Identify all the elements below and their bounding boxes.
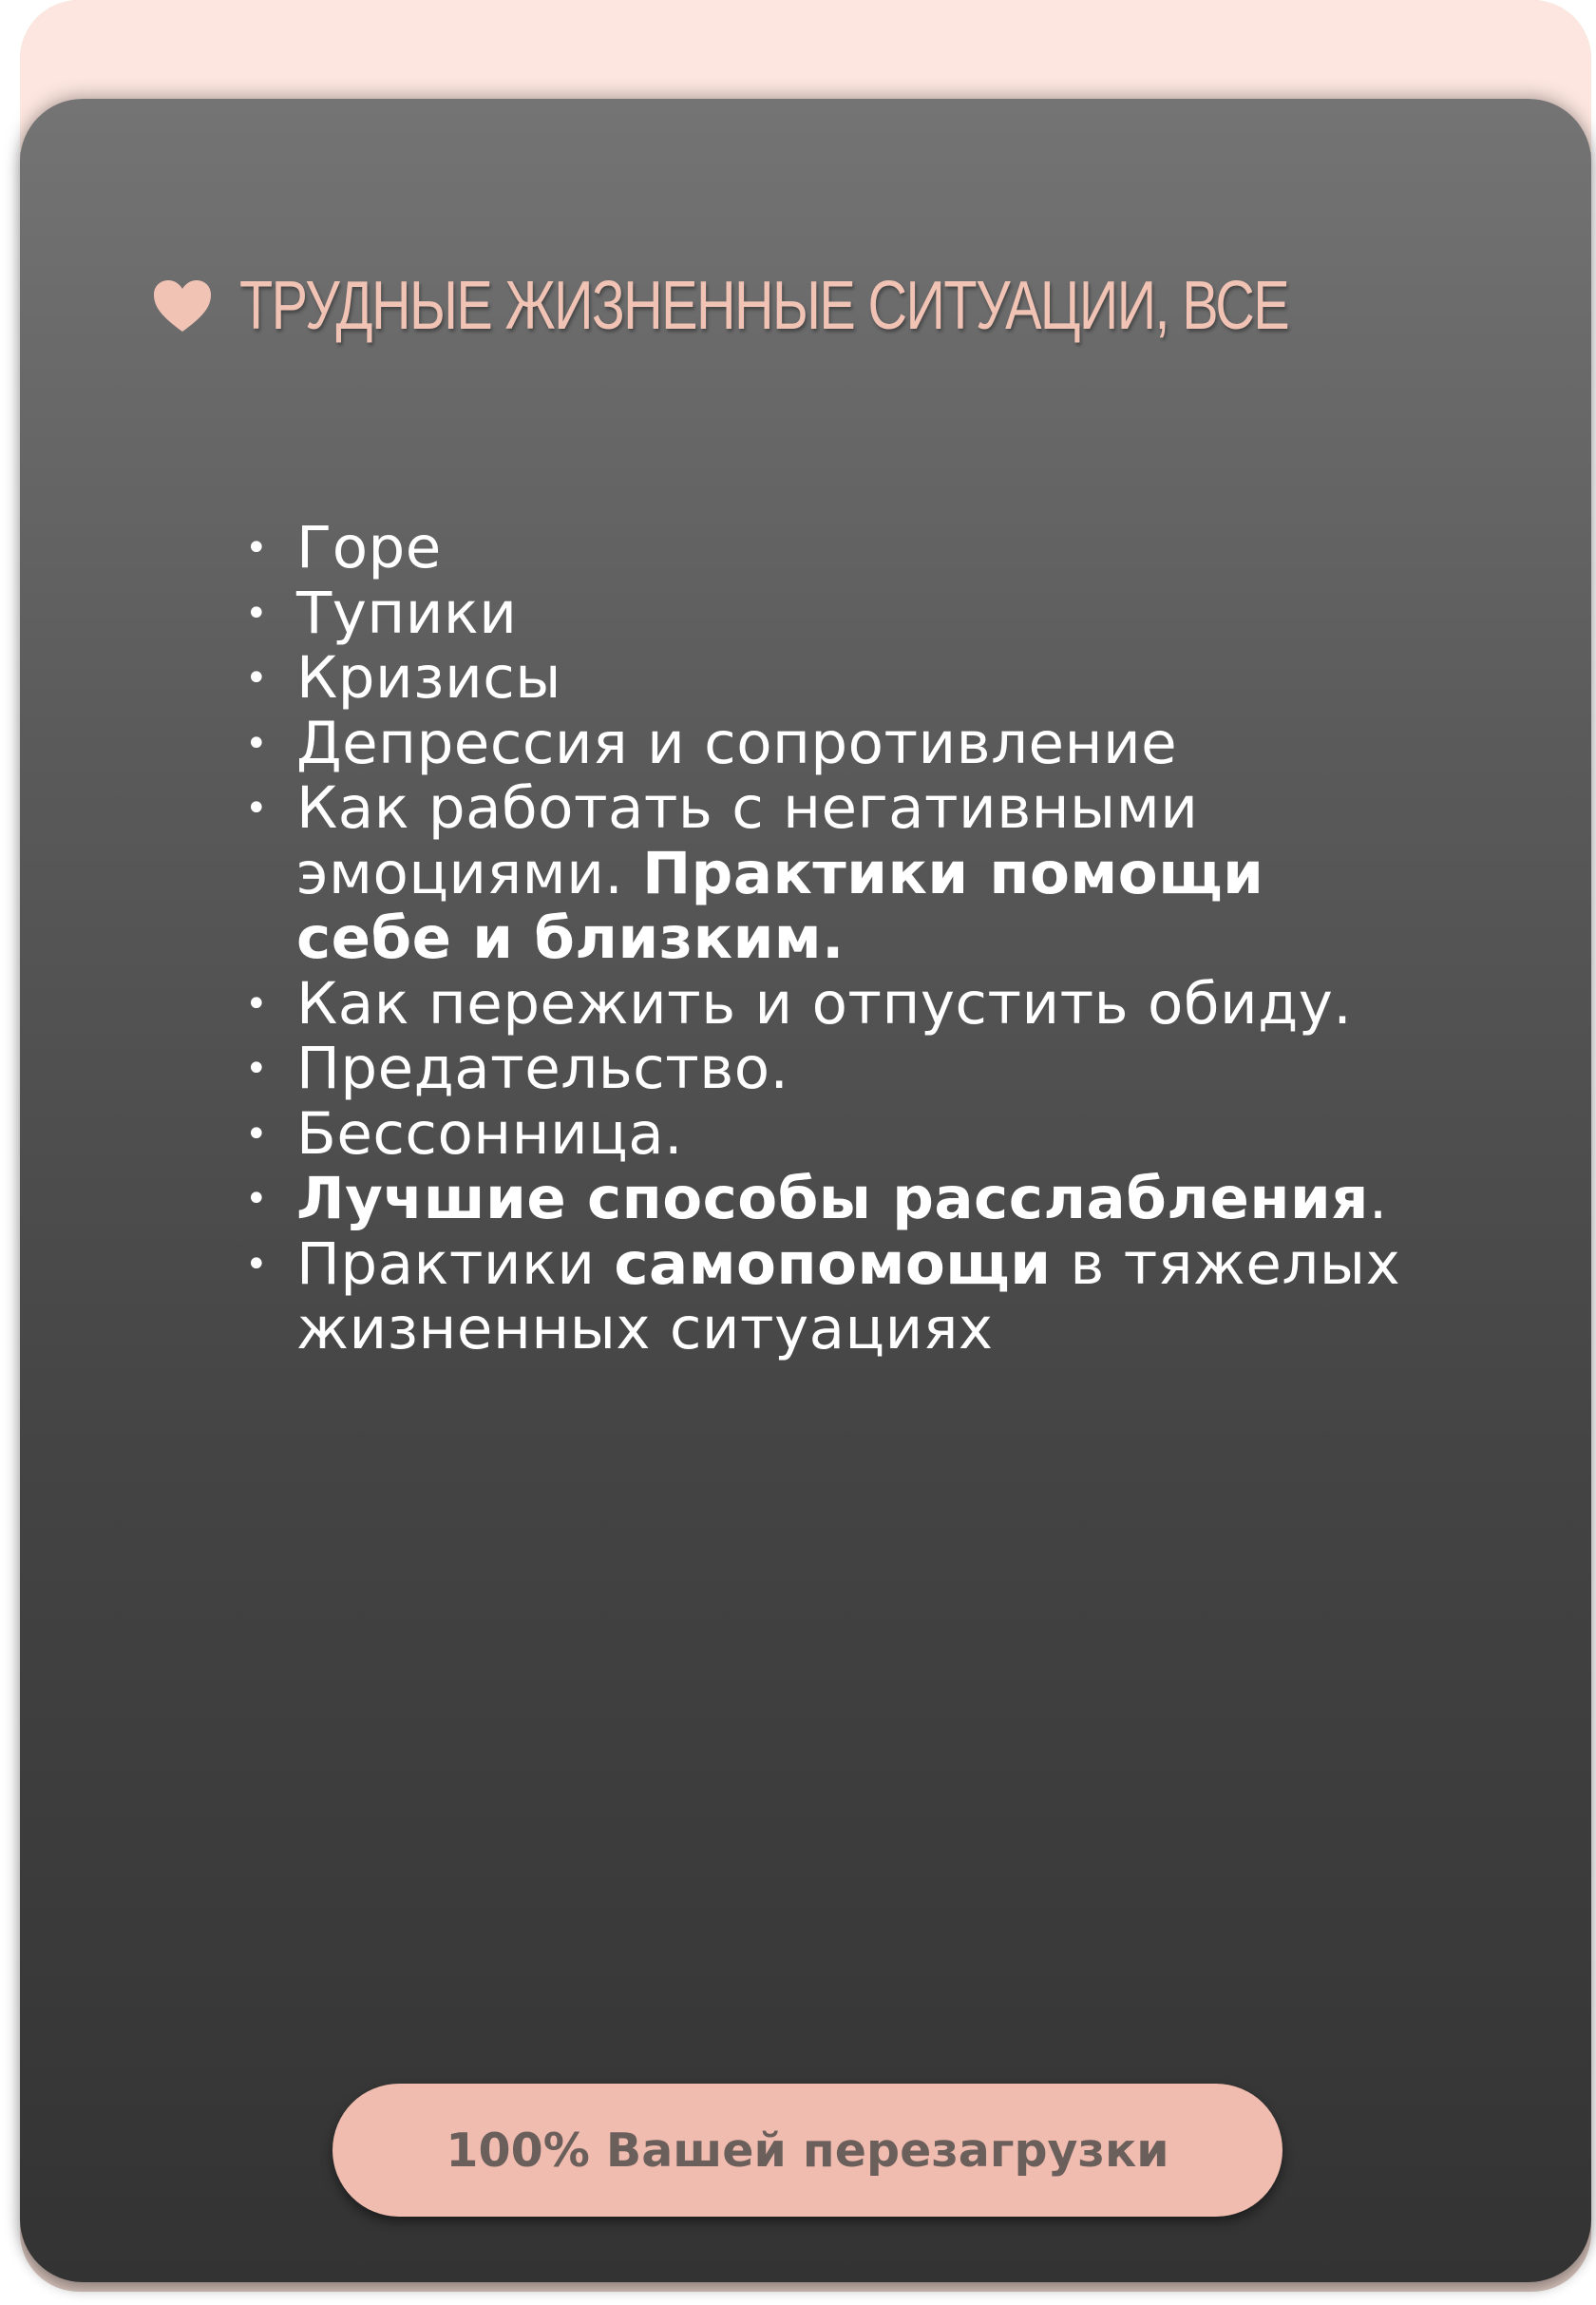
cta-button-label: 100% Вашей перезагрузки (446, 2123, 1169, 2178)
list-bullet: • (245, 981, 269, 1026)
heart-icon (152, 278, 213, 333)
list-item-text: Как работать с негативными (296, 774, 1199, 842)
list-item-text: . (1368, 1165, 1388, 1232)
list-item-text: Депрессия и сопротивление (296, 709, 1178, 777)
list-item-depression (238, 709, 1472, 777)
list-bullet: • (245, 721, 269, 766)
list-item-text: в тяжелых (1051, 1229, 1401, 1298)
list-item-bold-text: самопомощи (614, 1229, 1052, 1298)
list-item-text: Предательство. (296, 1035, 789, 1102)
list-item-text: Кризисы (296, 644, 561, 712)
list-item-betrayal (238, 1037, 1472, 1102)
list-item-negative-emotions (238, 776, 1472, 972)
list-item-text: эмоциями. (296, 839, 643, 907)
list-item-relaxation (238, 1167, 1472, 1232)
heading-title: ТРУДНЫЕ ЖИЗНЕННЫЕ СИТУАЦИИ, ВСЕ (239, 268, 1289, 344)
list-bullet: • (245, 591, 269, 636)
list-item-text: Горе (296, 514, 442, 581)
list-item-resentment (238, 969, 1472, 1038)
list-bullet: • (245, 657, 269, 700)
list-item-self-help (238, 1229, 1472, 1362)
list-bullet: • (245, 526, 269, 570)
list-bullet: • (245, 1112, 269, 1156)
list-item-text: Практики (296, 1229, 615, 1298)
list-item-text: жизненных ситуациях (296, 1295, 994, 1362)
reboot-cta-button[interactable] (332, 2084, 1282, 2217)
list-item-text: Бессонница. (296, 1099, 683, 1168)
list-bullet: • (245, 1242, 269, 1286)
list-bullet: • (245, 1177, 269, 1221)
list-item-text: Как пережить и отпустить обиду. (296, 969, 1353, 1038)
list-item-crises (238, 646, 1472, 712)
list-item-grief (238, 516, 1472, 581)
list-bullet: • (245, 787, 269, 830)
list-item-dead-ends (238, 581, 1472, 647)
list-item-bold-text: Практики помощи (642, 839, 1264, 907)
list-item-text: Тупики (296, 579, 518, 647)
list-bullet: • (245, 1047, 269, 1091)
section-heading (152, 249, 1550, 363)
list-item-bold-text: Лучшие способы расслабления (296, 1165, 1369, 1232)
list-item-bold-text: себе и близким. (296, 905, 845, 972)
list-item-insomnia (238, 1099, 1472, 1168)
topics-list (238, 516, 1472, 1362)
